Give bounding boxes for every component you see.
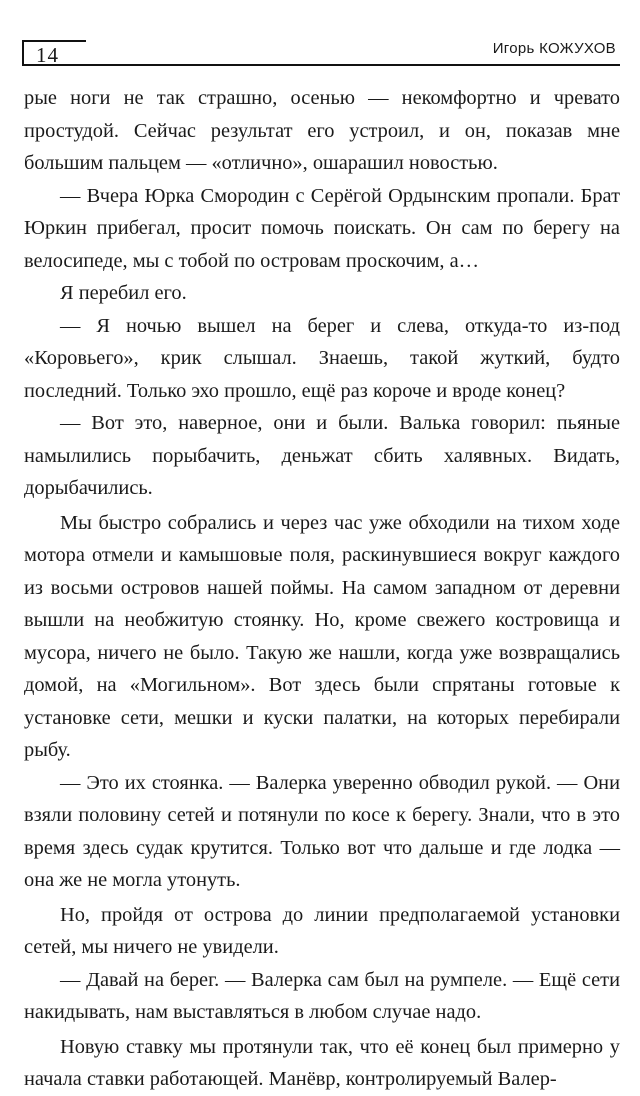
paragraph: — Вчера Юрка Смородин с Серёгой Ордынским пропали. Брат Юркин прибегал, просит помочь поискать. Он сам по берегу на велосипеде, мы с тобой по островам проскочим, а… — [24, 184, 620, 272]
body-text — [24, 82, 620, 1096]
page-number: 14 — [36, 43, 59, 67]
paragraph: Мы быстро собрались и через час уже обходили на тихом ходе мотора отмели и камышовые поля, раскинувшиеся вокруг каждого из восьми островов нашей поймы. На самом западном от деревни вышли на необжитую стоянку. Но, кроме свежего костровища и мусора, ничего не было. Такую же нашли, когда уже возвращались домой, на «Могильном». Вот здесь были спрятаны готовые к установке сети, мешки и куски палатки, на которых перебирали рыбу. — [24, 511, 620, 761]
paragraph: Я перебил его. — [60, 282, 187, 304]
paragraph: — Это их стоянка. — Валерка уверенно обводил рукой. — Они взяли половину сетей и потянули по косе к берегу. Знали, что в это время здесь судак крутится. Только вот что дальше и где лодка — она же не могла утонуть. — [24, 771, 620, 891]
paragraph: Но, пройдя от острова до линии предполагаемой установки сетей, мы ничего не увидели. — [24, 903, 620, 958]
header-rule — [86, 64, 620, 66]
paragraph: — Давай на берег. — Валерка сам был на румпеле. — Ещё сети накидывать, нам выставляться в любом случае надо. — [24, 968, 620, 1023]
page-number-box — [22, 40, 86, 66]
running-head-author: Игорь КОЖУХОВ — [492, 40, 616, 57]
paragraph: — Вот это, наверное, они и были. Валька говорил: пьяные намылились порыбачить, деньжат сбить халявных. Видать, дорыбачились. — [24, 412, 620, 499]
paragraph: — Я ночью вышел на берег и слева, откуда-то из-под «Коровьего», крик слышал. Знаешь, такой жуткий, будто последний. Только эхо прошло, ещё раз короче и вроде конец? — [24, 314, 620, 402]
page-header — [22, 40, 620, 68]
paragraph: Новую ставку мы протянули так, что её конец был примерно у начала ставки работающей. Манёвр, контролируемый Валер- — [24, 1035, 620, 1090]
paragraph: рые ноги не так страшно, осенью — некомфортно и чревато простудой. Сейчас результат его устроил, и он, показав мне большим пальцем — «отлично», ошарашил новостью. — [24, 87, 620, 174]
